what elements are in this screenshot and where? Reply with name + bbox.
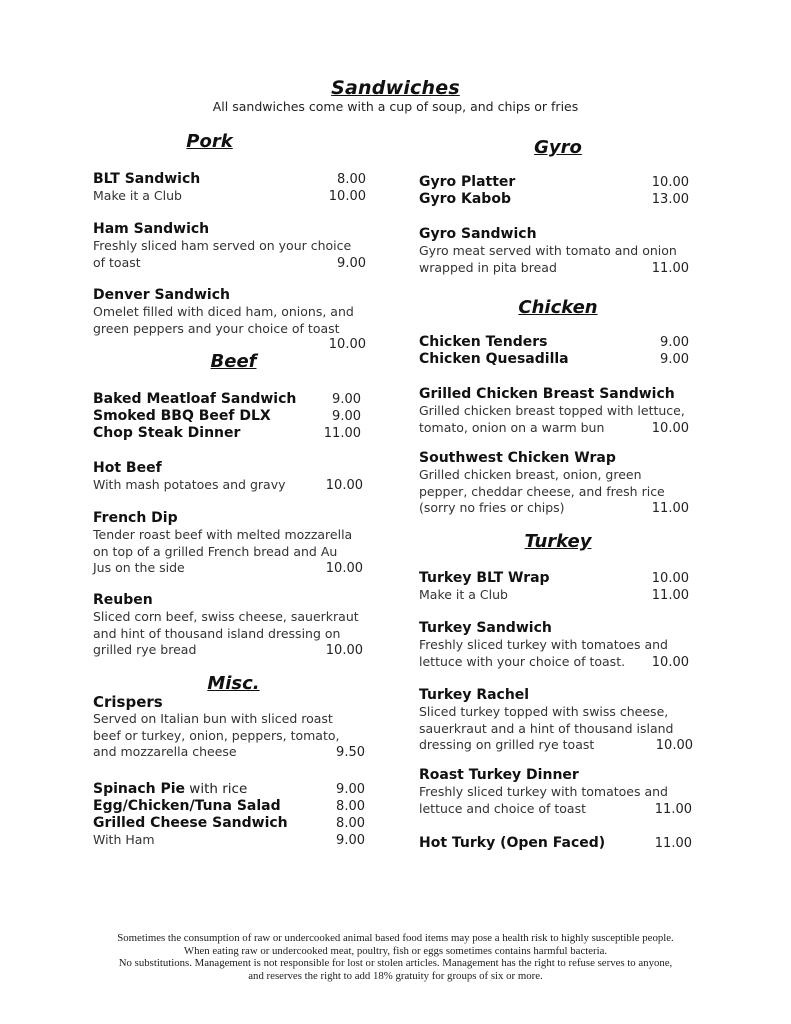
item-name: Chicken Tenders — [419, 334, 548, 350]
item-description: Grilled chicken breast topped with lettuce, — [419, 403, 685, 418]
item-price: 8.00 — [337, 172, 366, 187]
section-heading-gyro: Gyro — [534, 137, 582, 158]
menu-item-blt-sandwich — [93, 171, 366, 206]
item-description: on top of a grilled French bread and Au — [93, 543, 338, 559]
item-description: Sliced corn beef, swiss cheese, sauerkraut — [93, 609, 359, 624]
item-option-price: 11.00 — [651, 588, 689, 603]
menu-item-grilled-chicken-breast-sandwich — [419, 386, 689, 437]
item-description: beef or turkey, onion, peppers, tomato, — [93, 727, 340, 743]
item-price: 10.00 — [328, 337, 366, 352]
item-price: 10.00 — [651, 175, 689, 190]
page-title: Sandwiches — [331, 77, 460, 99]
footer-line: and reserves the right to add 18% gratuity for groups of six or more. — [248, 969, 543, 982]
section-heading-beef: Beef — [210, 351, 257, 372]
menu-item-turkey-blt-wrap — [419, 570, 689, 605]
item-price: 11.00 — [654, 801, 692, 817]
item-price: 9.00 — [660, 352, 689, 367]
item-description: Grilled chicken breast, onion, green — [419, 467, 642, 482]
section-heading-misc: Misc. — [207, 673, 260, 694]
item-description: Freshly sliced ham served on your choice — [93, 238, 352, 253]
item-description: of toast — [93, 254, 141, 270]
item-name: Chop Steak Dinner — [93, 425, 241, 441]
item-name: Turkey Rachel — [419, 687, 530, 703]
menu-item-crispers — [93, 694, 365, 762]
item-price: 8.00 — [336, 816, 365, 831]
menu-item-gyro-sandwich — [419, 226, 689, 277]
item-name: Baked Meatloaf Sandwich — [93, 391, 297, 407]
menu-item-list-gyro — [419, 174, 689, 208]
footer-line: No substitutions. Management is not responsible for lost or stolen articles. Management has the right to refuse serves to anyone, — [118, 957, 673, 969]
item-option: Make it a Club — [419, 587, 508, 602]
section-heading-turkey: Turkey — [524, 531, 592, 552]
menu-item-turkey-sandwich — [419, 620, 689, 671]
item-price: 9.00 — [337, 255, 366, 271]
item-description: lettuce and choice of toast — [419, 800, 587, 816]
item-option-price: 9.00 — [336, 833, 365, 848]
menu-item-southwest-chicken-wrap — [419, 450, 689, 518]
item-name: Turkey Sandwich — [419, 620, 552, 636]
item-option: Make it a Club — [93, 188, 182, 203]
item-description: (sorry no fries or chips) — [419, 500, 565, 515]
menu-item-hot-turky — [419, 835, 692, 852]
item-name: Crispers — [93, 693, 163, 711]
item-name: Hot Beef — [93, 460, 162, 476]
item-name: Spinach Pie — [93, 781, 186, 797]
item-description: wrapped in pita bread — [419, 259, 557, 275]
item-name: Denver Sandwich — [93, 287, 230, 303]
item-name: Chicken Quesadilla — [419, 351, 569, 367]
item-name: Reuben — [93, 592, 153, 608]
item-price: 9.50 — [336, 745, 365, 760]
menu-item-list-chicken — [419, 334, 689, 368]
item-price: 8.00 — [336, 799, 365, 814]
item-option-price: 10.00 — [328, 189, 366, 204]
item-description: green peppers and your choice of toast — [93, 320, 340, 336]
item-description: Freshly sliced turkey with tomatoes and — [419, 637, 668, 652]
item-description: Sliced turkey topped with swiss cheese, — [419, 704, 669, 719]
item-price: 10.00 — [325, 561, 363, 576]
item-description: pepper, cheddar cheese, and fresh rice — [419, 483, 665, 499]
item-price: 11.00 — [654, 836, 692, 851]
item-description: grilled rye bread — [93, 642, 197, 657]
item-description: Freshly sliced turkey with tomatoes and — [419, 784, 668, 799]
menu-item-reuben — [93, 592, 363, 660]
item-option: With Ham — [93, 832, 155, 847]
menu-item-denver-sandwich — [93, 287, 366, 354]
item-price: 10.00 — [655, 738, 693, 753]
menu-item-list-misc — [93, 779, 365, 850]
item-price: 11.00 — [323, 426, 361, 441]
menu-item-ham-sandwich — [93, 221, 366, 272]
item-name: Grilled Chicken Breast Sandwich — [419, 386, 675, 402]
item-name: Turkey BLT Wrap — [419, 570, 550, 586]
item-price: 10.00 — [651, 420, 689, 436]
item-name: Grilled Cheese Sandwich — [93, 815, 288, 831]
item-price: 9.00 — [332, 392, 361, 407]
item-price: 10.00 — [651, 571, 689, 586]
item-name: Hot Turky (Open Faced) — [419, 835, 606, 851]
menu-item-list-beef-specials — [93, 391, 361, 442]
item-name: BLT Sandwich — [93, 171, 201, 187]
item-description: lettuce with your choice of toast. — [419, 653, 626, 669]
item-suffix: with rice — [185, 781, 248, 797]
item-description: Served on Italian bun with sliced roast — [93, 711, 333, 726]
item-name: Gyro Kabob — [419, 191, 511, 207]
menu-item-hot-beef — [93, 460, 363, 495]
item-price: 10.00 — [651, 654, 689, 670]
footer-line: Sometimes the consumption of raw or undercooked animal based food items may pose a health risk to highly susceptible people. — [117, 932, 674, 944]
item-price: 13.00 — [651, 192, 689, 207]
item-description: With mash potatoes and gravy — [93, 477, 286, 492]
item-name: Roast Turkey Dinner — [419, 767, 579, 783]
item-description: and hint of thousand island dressing on — [93, 625, 341, 641]
item-name: Smoked BBQ Beef DLX — [93, 408, 271, 424]
item-price: 11.00 — [651, 501, 689, 516]
item-description: dressing on grilled rye toast — [419, 737, 595, 752]
footer-line: When eating raw or undercooked meat, poultry, fish or eggs sometimes contains harmful bacteria. — [183, 944, 608, 957]
section-heading-pork: Pork — [186, 131, 233, 152]
item-description: sauerkraut and a hint of thousand island — [419, 720, 674, 736]
item-price: 9.00 — [336, 782, 365, 797]
item-description: Omelet filled with diced ham, onions, and — [93, 304, 354, 319]
item-name: Gyro Platter — [419, 174, 516, 190]
item-price: 10.00 — [325, 643, 363, 658]
item-description: tomato, onion on a warm bun — [419, 419, 605, 435]
item-name: Ham Sandwich — [93, 221, 210, 237]
menu-item-french-dip — [93, 510, 363, 578]
item-name: French Dip — [93, 510, 178, 526]
item-description: and mozzarella cheese — [93, 744, 237, 759]
item-price: 11.00 — [651, 260, 689, 276]
menu-item-turkey-rachel — [419, 687, 693, 755]
item-price: 9.00 — [660, 335, 689, 350]
item-name: Egg/Chicken/Tuna Salad — [93, 798, 281, 814]
menu-item-roast-turkey-dinner — [419, 767, 692, 818]
page-subtitle: All sandwiches come with a cup of soup, and chips or fries — [212, 99, 579, 114]
item-name: Gyro Sandwich — [419, 226, 537, 242]
footer-disclaimer — [40, 932, 751, 982]
item-description: Jus on the side — [93, 560, 185, 575]
item-price: 9.00 — [332, 409, 361, 424]
item-price: 10.00 — [325, 478, 363, 493]
item-description: Tender roast beef with melted mozzarella — [93, 527, 353, 542]
item-description: Gyro meat served with tomato and onion — [419, 243, 677, 258]
section-heading-chicken: Chicken — [518, 297, 598, 318]
item-name: Southwest Chicken Wrap — [419, 450, 616, 466]
